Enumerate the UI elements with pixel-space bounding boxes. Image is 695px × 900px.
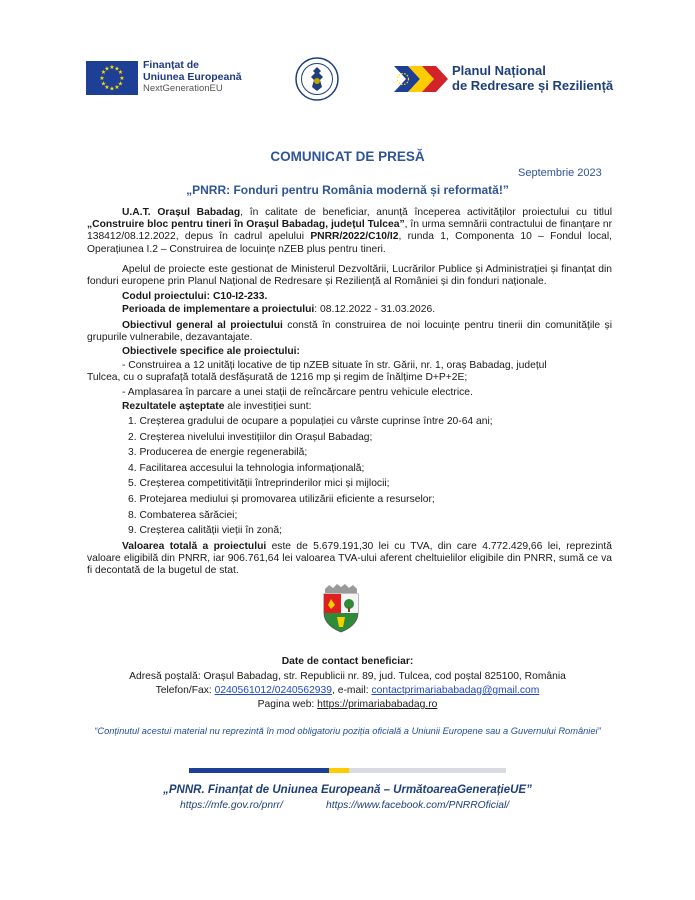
eu-line-2: Uniunea Europeană <box>143 71 242 83</box>
call-code: PNRR/2022/C10/I2 <box>310 231 399 243</box>
pnrr-line-2: de Redresare și Reziliență <box>452 78 614 93</box>
disclaimer: “Conținutul acestui material nu reprezintă în mod obligatoriu poziția oficială a Uniunii Europene sau a Guvernului României” <box>94 726 601 736</box>
intro-paragraph <box>87 207 612 256</box>
footer-color-bar <box>189 760 506 765</box>
svg-text:★: ★ <box>117 80 124 88</box>
period-value: : 08.12.2022 - 31.03.2026. <box>314 304 436 315</box>
list-item: 8. Combaterea sărăciei; <box>128 509 238 521</box>
period-label: Perioada de implementare a proiectului <box>122 304 315 315</box>
svg-text:★: ★ <box>117 69 124 76</box>
results-text: ale investiției sunt: <box>224 401 312 412</box>
babadag-coat-of-arms <box>319 583 363 633</box>
specific-objectives-label: Obiectivele specifice ale proiectului: <box>122 346 300 357</box>
svg-text:★: ★ <box>114 84 120 91</box>
contact-address: Adresă poștală: Orașul Babadag, str. Republicii nr. 89, jud. Tulcea, cod poștal 825100, România <box>129 671 566 682</box>
phone-link[interactable]: 0240561012/0240562939 <box>214 685 332 696</box>
pnrr-label <box>452 63 613 93</box>
pnrr-arrow-logo <box>394 62 448 96</box>
footer-link-facebook[interactable]: https://www.facebook.com/PNRROficial/ <box>326 800 510 811</box>
results-list <box>128 416 608 541</box>
managed-by-paragraph: Apelul de proiecte este gestionat de Ministerul Dezvoltării, Lucrărilor Publice și Administrației și finanțat din fonduri europene prin Planul Național de Redresare și Reziliență al României și din fonduri naționale. <box>87 264 612 288</box>
svg-text:★: ★ <box>100 69 107 76</box>
list-item: 4. Facilitarea accesului la tehnologia informațională; <box>128 462 365 474</box>
pnrr-line-1: Planul Național <box>452 63 546 78</box>
specific-objective-1: - Construirea a 12 unități locative de tip nZEB situate în str. Gării, nr. 1, oraș Babadag, județul Tulcea, cu o suprafață totală desfășurată de 1216 mp și regim de înălțime D+P+2E; <box>87 360 547 384</box>
eu-line-1: Finanțat de <box>143 59 200 71</box>
list-item: 9. Creșterea calității vieții în zonă; <box>128 525 282 537</box>
eu-flag-logo <box>86 61 138 95</box>
intro-text-3: , runda 1, Componenta 10 – Fondul local, Operațiunea I.2 – Construirea de locuințe nZEB plus pentru tineri. <box>87 231 612 255</box>
romanian-government-seal <box>295 57 339 101</box>
project-title: „Construire bloc pentru tineri în Orașul Babadag, județul Tulcea” <box>87 219 405 231</box>
svg-text:★: ★ <box>114 65 120 73</box>
contact-phone-email <box>0 685 695 697</box>
general-objective-text: constă în construirea de noi locuințe pentru tinerii din comunitățile și grupurile vulnerabile, dezavantajate. <box>87 320 612 344</box>
list-item: 5. Creșterea competitivității întreprinderilor mici și mijlocii; <box>128 478 390 490</box>
list-item: 2. Creșterea nivelului investițiilor din Orașul Babadag; <box>128 431 373 443</box>
web-link[interactable]: https://primariababadag.ro <box>317 699 438 710</box>
implementation-period <box>122 304 612 316</box>
total-value-paragraph <box>87 541 612 578</box>
svg-text:★: ★ <box>119 75 125 82</box>
svg-text:★: ★ <box>100 80 107 88</box>
project-code: Codul proiectului: C10-I2-233. <box>122 291 268 302</box>
svg-text:★: ★ <box>99 75 105 82</box>
svg-text:★: ★ <box>104 84 110 91</box>
press-release-title: COMUNICAT DE PRESĂ <box>270 149 425 164</box>
list-item: 6. Protejarea mediului și promovarea utilizării eficiente a resurselor; <box>128 493 435 505</box>
total-value-text: este de 5.679.191,30 lei cu TVA, din care 4.772.429,66 lei, reprezintă valoare eligibilă din PNRR, iar 906.761,64 lei valoarea TVA-ului aferent cheltuielilor eligibile din PNRR, sumă ce va fi decontată de la bugetul de stat. <box>87 541 612 577</box>
footer-title: „PNNR. Finanțat de Uniunea Europeană – UrmătoareaGenerațieUE” <box>163 784 532 796</box>
total-value-label: Valoarea totală a proiectului <box>122 541 267 552</box>
list-item: 1. Creșterea gradului de ocupare a populației cu vârste cuprinse între 20-64 ani; <box>128 416 493 427</box>
eu-funding-label <box>143 59 242 95</box>
intro-text-1: , în calitate de beneficiar, anunță începerea activităților proiectului cu titlul <box>240 207 612 218</box>
general-objective-label: Obiectivul general al proiectului <box>122 320 283 331</box>
contact-web <box>0 699 695 711</box>
email-label: , e-mail: <box>332 685 372 696</box>
svg-text:★: ★ <box>109 64 115 71</box>
svg-text:★: ★ <box>104 65 110 73</box>
general-objective <box>87 320 612 344</box>
beneficiary-name: U.A.T. Orașul Babadag <box>122 207 241 218</box>
results-label: Rezultatele așteptate <box>122 401 225 412</box>
footer-link-mfe[interactable]: https://mfe.gov.ro/pnrr/ <box>180 800 283 811</box>
specific-objective-2: - Amplasarea în parcare a unei stații de reîncărcare pentru vehicule electrice. <box>122 387 473 398</box>
press-release-subtitle: „PNRR: Fonduri pentru România modernă și reformată!” <box>186 183 509 197</box>
expected-results-heading <box>122 401 612 413</box>
email-link[interactable]: contactprimariababadag@gmail.com <box>371 685 540 696</box>
list-item: 3. Producerea de energie regenerabilă; <box>128 447 308 459</box>
contact-heading: Date de contact beneficiar: <box>281 656 414 667</box>
web-label: Pagina web: <box>257 699 318 710</box>
intro-text-2: , în urma semnării contractului de finanțare nr 138412/08.12.2022, depus în cadrul apelului <box>87 219 612 243</box>
phone-label: Telefon/Fax: <box>155 685 215 696</box>
svg-text:★: ★ <box>109 85 115 93</box>
release-date: Septembrie 2023 <box>518 167 602 179</box>
eu-line-3: NextGenerationEU <box>143 83 223 94</box>
